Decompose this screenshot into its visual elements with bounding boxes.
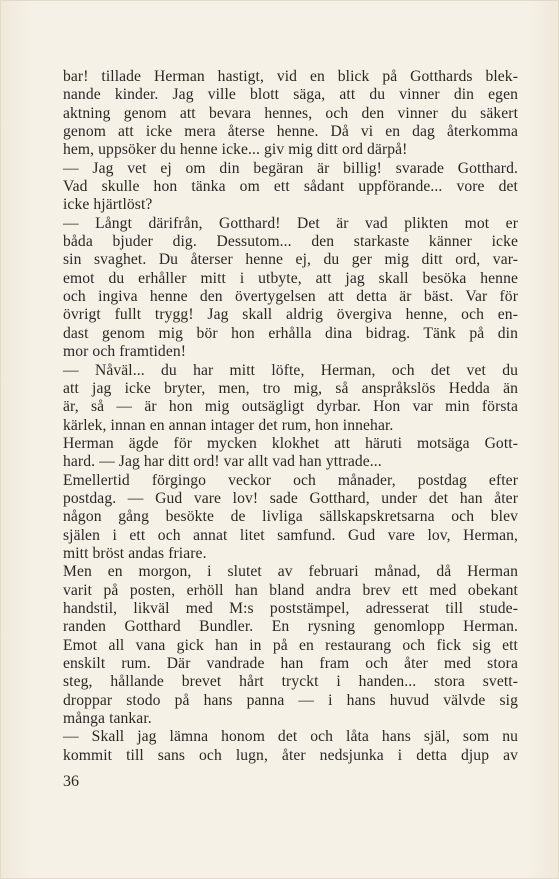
text-line: varit på posten, erhöll han bland andra brev ett med obekant — [63, 581, 518, 599]
text-line: postdag. — Gud vare lov! sade Gotthard, under det han åter — [63, 489, 518, 507]
text-line: Herman ägde för mycken klokhet att häruti motsäga Gott- — [63, 434, 518, 452]
text-line: någon gång besökte de livliga sällskapskretsarna och blev — [63, 508, 518, 526]
text-line: — Långt därifrån, Gotthard! Det är vad plikten mot er — [63, 214, 518, 232]
body-text — [63, 68, 518, 765]
text-line: att jag icke bryter, men, tro mig, så anspråkslös Hedda än — [63, 379, 518, 397]
text-line: är, så — är hon mig outsägligt dyrbar. Hon var min första — [63, 398, 518, 416]
text-line: Men en morgon, i slutet av februari månad, då Herman — [63, 563, 518, 581]
text-line: steg, hållande brevet hårt tryckt i handen... stora svett- — [63, 673, 518, 691]
text-line: enskilt rum. Där vandrade han fram och åter med stora — [63, 655, 518, 672]
text-line: droppar stodo på hans panna — i hans huvud välvde sig — [63, 691, 518, 709]
text-line: — Skall jag lämna honom det och låta hans själ, som nu — [63, 728, 518, 746]
text-line: övrigt fullt trygg! Jag skall aldrig övergiva henne, och en- — [63, 306, 518, 324]
text-line: kommit till sans och lugn, åter nedsjunka i detta djup av — [63, 746, 518, 764]
text-line: mitt bröst andas friare. — [63, 544, 207, 562]
text-line: många tankar. — [63, 710, 152, 728]
text-line: — Nåväl... du har mitt löfte, Herman, och det vet du — [63, 361, 518, 379]
text-line: aktning genom att bevara hennes, och den vinner du säkert — [63, 104, 518, 122]
text-line: och ingiva henne den övertygelsen att detta är bäst. Var för — [63, 288, 518, 306]
text-line: Emot all vana gick han in på en restaurang och fick sig ett — [63, 636, 518, 654]
page-number: 36 — [63, 773, 79, 790]
text-line: randen Gotthard Bundler. En rysning genomlopp Herman. — [63, 618, 518, 636]
text-line: handstil, likväl med M:s poststämpel, adresserat till stude- — [63, 599, 518, 617]
text-line: hem, uppsöker du henne icke... giv mig ditt ord därpå! — [63, 141, 408, 159]
text-line: Emellertid förgingo veckor och månader, postdag efter — [63, 471, 518, 489]
text-line: icke hjärtlöst? — [63, 196, 153, 214]
text-line: genom att icke mera återse henne. Då vi en dag återkomma — [63, 123, 518, 141]
text-line: Vad skulle hon tänka om ett sådant uppförande... vore det — [63, 178, 518, 196]
text-line: sin svaghet. Du återser henne ej, du ger mig ditt ord, var- — [63, 251, 518, 269]
text-line: båda bjuder dig. Dessutom... den starkaste känner icke — [63, 233, 518, 251]
text-line: hard. — Jag har ditt ord! var allt vad han yttrade... — [63, 453, 382, 471]
text-line: själen i ett och annat litet samfund. Gud vare lov, Herman, — [63, 526, 518, 544]
text-line: nande kinder. Jag ville blott säga, att du vinner din egen — [63, 86, 518, 104]
text-line: mor och framtiden! — [63, 343, 187, 361]
text-line: — Jag vet ej om din begäran är billig! svarade Gotthard. — [63, 159, 518, 177]
text-line: dast genom mig bör hon erhålla dina bidrag. Tänk på din — [63, 324, 518, 342]
text-line: kärlek, innan en annan intager det rum, hon innehar. — [63, 416, 394, 434]
text-line: bar! tillade Herman hastigt, vid en blick på Gotthards blek- — [63, 68, 518, 85]
text-line: emot du erhåller mitt i utbyte, att jag skall besöka henne — [63, 269, 518, 287]
